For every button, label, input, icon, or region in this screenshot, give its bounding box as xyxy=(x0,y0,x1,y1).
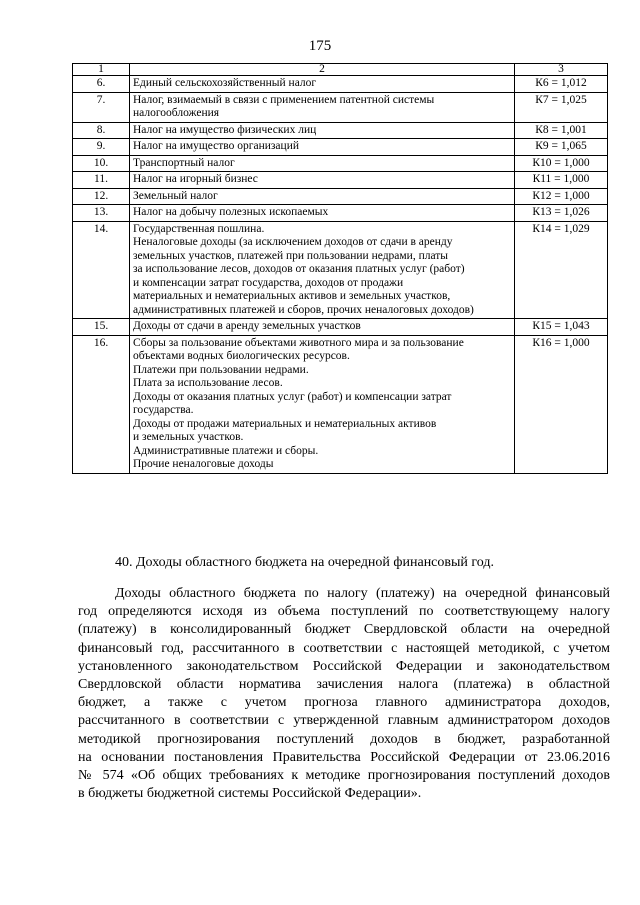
paragraph-line: № 574 «Об общих требованиях к методике прогнозирования поступлений доходов xyxy=(78,768,610,784)
row-number: 11. xyxy=(73,172,130,189)
income-type xyxy=(130,155,515,172)
income-type-line: земельных участков, платежей при пользовании недрами, платы xyxy=(133,249,449,262)
income-type xyxy=(130,188,515,205)
income-type xyxy=(130,92,515,122)
paragraph-line: установленного законодательством Российской Федерации и законодательством xyxy=(78,658,610,674)
paragraph-line: в бюджеты бюджетной системы Российской Федерации». xyxy=(78,786,422,802)
row-number: 8. xyxy=(73,122,130,139)
paragraph-line: методикой прогнозирования поступлений доходов в бюджет, разработанной xyxy=(78,731,610,747)
paragraph-line: рассчитанного в соответствии с утвержденной главным администратором доходов xyxy=(78,713,610,729)
income-type-line: и земельных участков. xyxy=(133,431,244,443)
paragraph-line: год определяются исходя из объема поступлений по соответствующему налогу xyxy=(78,604,610,620)
income-type-line: за использование лесов, доходов от оказания платных услуг (работ) xyxy=(133,263,465,275)
income-type-line: административных платежей и сборов, прочих неналоговых доходов) xyxy=(133,303,474,316)
paragraph-line: (платежу) в консолидированный бюджет Свердловской области на очередной xyxy=(78,622,610,638)
income-type-line: Платежи при пользовании недрами. xyxy=(133,363,309,376)
row-number: 14. xyxy=(73,221,130,319)
table-row xyxy=(73,92,608,122)
income-type xyxy=(130,221,515,319)
page-number: 175 xyxy=(308,38,332,54)
row-number: 7. xyxy=(73,92,130,122)
income-type-line: Плата за использование лесов. xyxy=(133,377,283,389)
row-number: 15. xyxy=(73,319,130,336)
paragraph-line: Доходы областного бюджета по налогу (платежу) на очередной финансовый xyxy=(115,586,610,601)
income-type-line: Единый сельскохозяйственный налог xyxy=(133,77,317,89)
coefficient: К12 = 1,000 xyxy=(515,188,608,205)
coefficients-table xyxy=(72,63,608,474)
coefficient: К11 = 1,000 xyxy=(515,172,608,189)
coefficient: К9 = 1,065 xyxy=(515,139,608,156)
table-row xyxy=(73,155,608,172)
row-number: 9. xyxy=(73,139,130,156)
income-type-line: материальных и нематериальных активов и земельных участков, xyxy=(133,290,451,302)
income-type-line: Сборы за пользование объектами животного мира и за пользование xyxy=(133,336,464,349)
income-type-line: Налог на игорный бизнес xyxy=(133,173,258,185)
table-body xyxy=(73,76,608,474)
paragraph-line: на основании постановления Правительства Российской Федерации от 23.06.2016 xyxy=(78,749,610,765)
column-header: 2 xyxy=(130,64,515,76)
row-number: 10. xyxy=(73,155,130,172)
income-type-line: Прочие неналоговые доходы xyxy=(133,458,274,470)
income-type-line: государства. xyxy=(133,404,194,416)
table-row xyxy=(73,172,608,189)
row-number: 6. xyxy=(73,76,130,93)
income-type-line: Доходы от продажи материальных и нематериальных активов xyxy=(133,417,437,430)
income-type-line: Неналоговые доходы (за исключением доходов от сдачи в аренду xyxy=(133,236,453,248)
coefficient: К14 = 1,029 xyxy=(515,221,608,319)
coefficient: К15 = 1,043 xyxy=(515,319,608,336)
table-row xyxy=(73,205,608,222)
income-type xyxy=(130,319,515,336)
income-type xyxy=(130,335,515,473)
income-type-line: Налог, взимаемый в связи с применением патентной системы xyxy=(133,93,435,106)
row-number: 12. xyxy=(73,188,130,205)
paragraph-line: Свердловской области норматива зачисления налога (платежа) в областной xyxy=(78,677,610,693)
income-type-line: налогообложения xyxy=(133,107,220,119)
column-header: 3 xyxy=(515,64,608,76)
paragraph-line: бюджет, а также с учетом прогноза главного администратора доходов, xyxy=(78,695,610,711)
income-type-line: Административные платежи и сборы. xyxy=(133,444,319,457)
coefficient: К16 = 1,000 xyxy=(515,335,608,473)
coefficient: К6 = 1,012 xyxy=(515,76,608,93)
table-row xyxy=(73,122,608,139)
column-header: 1 xyxy=(73,64,130,76)
income-type xyxy=(130,172,515,189)
income-type-line: объектами водных биологических ресурсов. xyxy=(133,350,350,362)
income-type xyxy=(130,76,515,93)
body-paragraph xyxy=(78,585,610,803)
row-number: 13. xyxy=(73,205,130,222)
income-type-line: Налог на добычу полезных ископаемых xyxy=(133,206,329,218)
table-row xyxy=(73,335,608,473)
table-row xyxy=(73,319,608,336)
income-type xyxy=(130,205,515,222)
income-type-line: Налог на имущество организаций xyxy=(133,140,299,152)
coefficient: К7 = 1,025 xyxy=(515,92,608,122)
income-type-line: Транспортный налог xyxy=(133,156,235,169)
coefficient: К13 = 1,026 xyxy=(515,205,608,222)
coefficient: К10 = 1,000 xyxy=(515,155,608,172)
income-type-line: Доходы от оказания платных услуг (работ) и компенсации затрат xyxy=(133,390,452,403)
coefficient: К8 = 1,001 xyxy=(515,122,608,139)
income-type-line: Земельный налог xyxy=(133,189,218,202)
income-type-line: Государственная пошлина. xyxy=(133,222,265,235)
paragraph-line: финансовый год, рассчитанного в соответствии с настоящей методикой, с учетом xyxy=(78,640,610,656)
income-type xyxy=(130,139,515,156)
table-row xyxy=(73,221,608,319)
row-number: 16. xyxy=(73,335,130,473)
section-title: 40. Доходы областного бюджета на очередной финансовый год. xyxy=(115,555,495,570)
table-row xyxy=(73,139,608,156)
income-type-line: и компенсации затрат государства, доходов от продажи xyxy=(133,276,404,289)
table-header-row xyxy=(73,64,608,76)
table-row xyxy=(73,188,608,205)
income-type-line: Налог на имущество физических лиц xyxy=(133,123,317,136)
table-row xyxy=(73,76,608,93)
income-type xyxy=(130,122,515,139)
income-type-line: Доходы от сдачи в аренду земельных участков xyxy=(133,320,361,332)
